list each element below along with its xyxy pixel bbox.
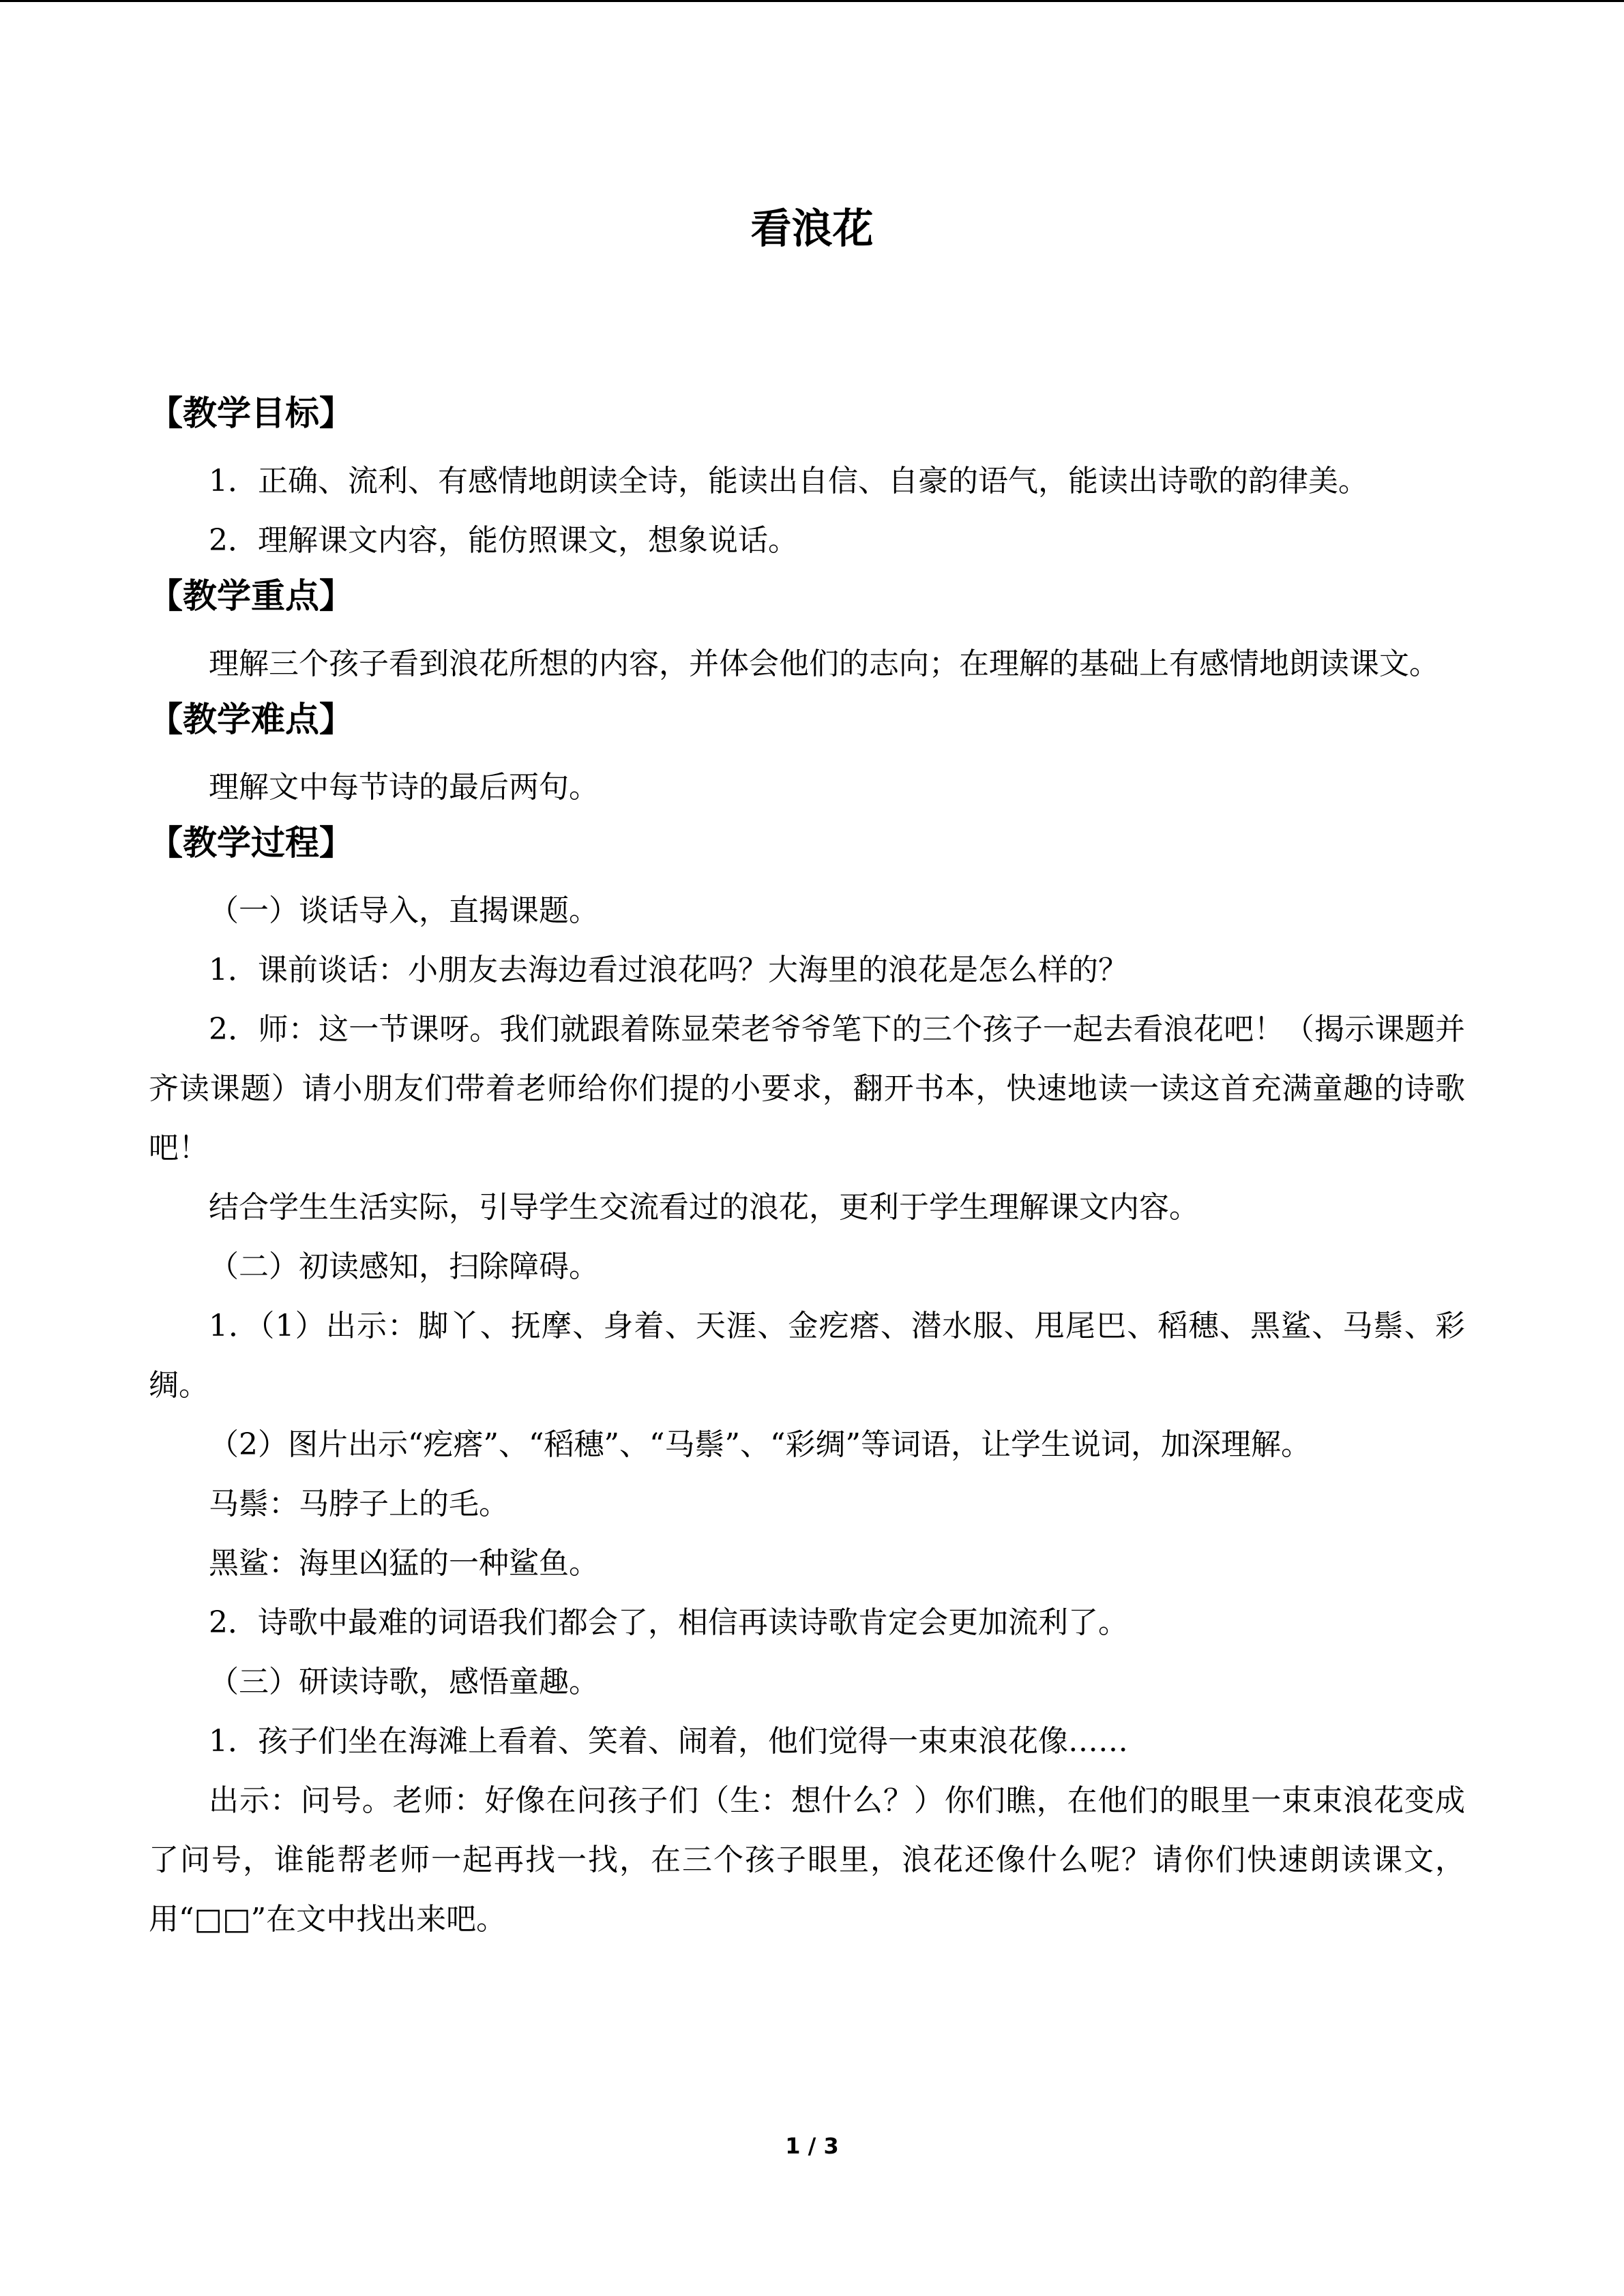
section-heading-key-points: 【教学重点】	[149, 576, 353, 616]
paragraph: 1．孩子们坐在海滩上看着、笑着、闹着，他们觉得一束束浪花像……	[209, 1724, 1128, 1759]
section-heading-process: 【教学过程】	[149, 823, 353, 863]
paragraph: （2）图片出示“疙瘩”、“稻穗”、“马鬃”、“彩绸”等词语，让学生说词，加深理解。	[209, 1427, 1311, 1462]
paragraph: 理解文中每节诗的最后两句。	[209, 770, 599, 805]
paragraph: 出示：问号。老师：好像在问孩子们（生：想什么？）你们瞧，在他们的眼里一束束浪花变成了问号，谁能帮老师一起再找一找，在三个孩子眼里，浪花还像什么呢？请你们快速朗读课文，用“□□”在文中找出来吧。	[149, 1783, 1465, 1937]
paragraph: 1．正确、流利、有感情地朗读全诗，能读出自信、自豪的语气，能读出诗歌的韵律美。	[209, 464, 1368, 498]
document-body	[149, 387, 1465, 1949]
paragraph: 1．课前谈话：小朋友去海边看过浪花吗？大海里的浪花是怎么样的？	[209, 953, 1128, 987]
section-heading-objectives: 【教学目标】	[149, 393, 353, 433]
paragraph: 2．诗歌中最难的词语我们都会了，相信再读诗歌肯定会更加流利了。	[209, 1605, 1128, 1640]
top-border-line	[0, 0, 1624, 2]
paragraph: （三）研读诗歌，感悟童趣。	[209, 1665, 599, 1699]
paragraph: 2．理解课文内容，能仿照课文，想象说话。	[209, 523, 798, 558]
paragraph: 结合学生生活实际，引导学生交流看过的浪花，更利于学生理解课文内容。	[209, 1190, 1199, 1225]
paragraph: 理解三个孩子看到浪花所想的内容，并体会他们的志向；在理解的基础上有感情地朗读课文。	[209, 646, 1439, 681]
page-number: 1 / 3	[785, 2133, 839, 2159]
paragraph: 1．（1）出示：脚丫、抚摩、身着、天涯、金疙瘩、潜水服、甩尾巴、稻穗、黑鲨、马鬃、彩绸。	[149, 1309, 1465, 1403]
page-title: 看浪花	[750, 205, 874, 253]
paragraph: 2．师：这一节课呀。我们就跟着陈显荣老爷爷笔下的三个孩子一起去看浪花吧！（揭示课题并齐读课题）请小朋友们带着老师给你们提的小要求，翻开书本，快速地读一读这首充满童趣的诗歌吧！	[149, 1012, 1465, 1165]
section-heading-difficulties: 【教学难点】	[149, 700, 353, 739]
paragraph: （二）初读感知，扫除障碍。	[209, 1249, 599, 1284]
paragraph: 马鬃：马脖子上的毛。	[209, 1487, 509, 1521]
paragraph: 黑鲨：海里凶猛的一种鲨鱼。	[209, 1546, 599, 1581]
paragraph: （一）谈话导入，直揭课题。	[209, 893, 599, 928]
